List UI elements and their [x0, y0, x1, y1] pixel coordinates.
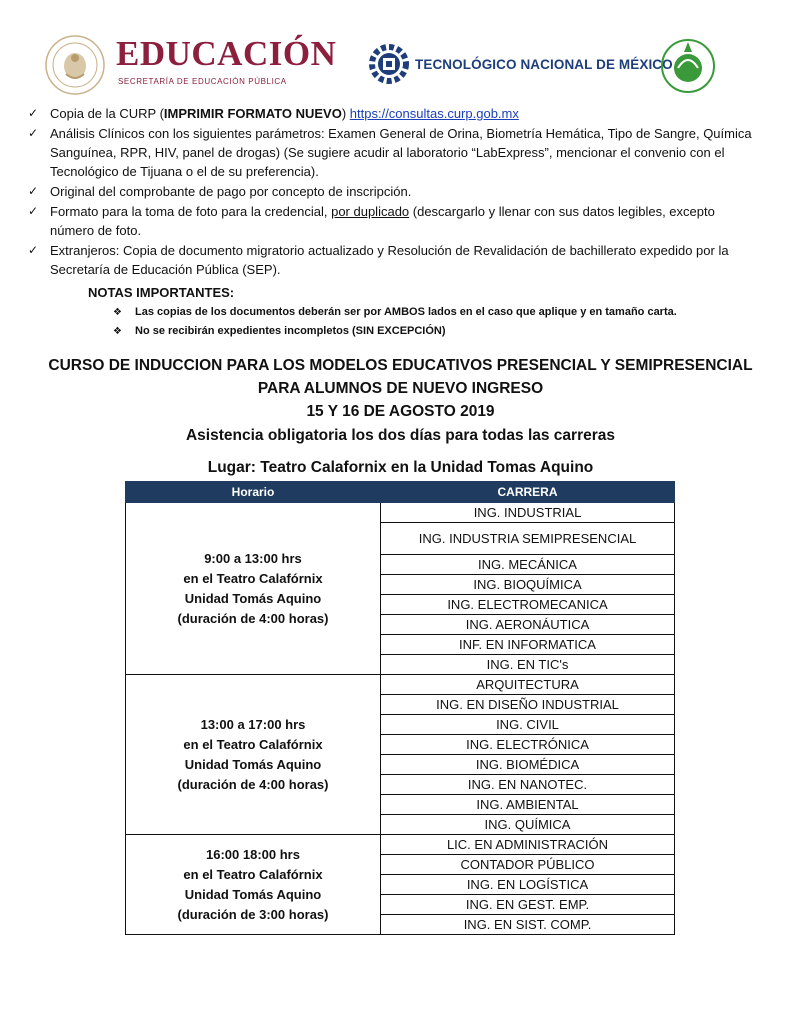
career-cell: ING. EN GEST. EMP. — [381, 895, 675, 915]
requirements-list — [28, 104, 758, 280]
curp-link[interactable]: https://consultas.curp.gob.mx — [349, 106, 519, 121]
list-item: ❖ Las copias de los documentos deberán ser por AMBOS lados en el caso que aplique y en tamaño carta. — [113, 303, 677, 322]
career-cell: ING. EN TIC's — [381, 655, 675, 675]
career-cell: ARQUITECTURA — [381, 675, 675, 695]
tecnm-gear-logo-icon — [369, 37, 409, 91]
notes-title: NOTAS IMPORTANTES: — [88, 285, 235, 300]
page-header — [0, 0, 801, 100]
table-row — [126, 835, 675, 855]
event-audience: PARA ALUMNOS DE NUEVO INGRESO — [257, 380, 544, 397]
table-header-row — [126, 482, 675, 503]
career-cell: ING. ELECTROMECANICA — [381, 595, 675, 615]
checkmark-icon: ✓ — [28, 184, 39, 198]
list-item: ✓ Copia de la CURP (IMPRIMIR FORMATO NUEVO) https://consultas.curp.gob.mx — [28, 106, 519, 121]
tecnm-title: TECNOLÓGICO NACIONAL DE MÉXICO — [415, 57, 673, 72]
list-item: ✓ Análisis Clínicos con los siguientes parámetros: Examen General de Orina, Biometría Hemática, Tipo de Sangre, Química Sanguínea, RPR, HIV, panel de drogas) (Se sugiere acudir al laboratorio “LabExpress”, mencionar el convenio con el Tecnológico de Tijuana o el de su preferencia). — [28, 126, 752, 179]
schedule-time-cell: 9:00 a 13:00 hrs en el Teatro Calafórnix Unidad Tomás Aquino (duración de 4:00 horas) — [126, 503, 381, 675]
career-cell: ING. CIVIL — [381, 715, 675, 735]
itt-tijuana-logo-icon — [660, 38, 716, 94]
education-title: EDUCACIÓN — [116, 34, 337, 73]
career-cell: LIC. EN ADMINISTRACIÓN — [381, 835, 675, 855]
column-header-carrera: CARRERA — [381, 482, 675, 503]
list-item: ✓ Original del comprobante de pago por concepto de inscripción. — [28, 184, 412, 199]
event-date: 15 Y 16 DE AGOSTO 2019 — [306, 403, 495, 420]
list-item: ✓ Formato para la toma de foto para la credencial, por duplicado (descargarlo y llenar con sus datos legibles, excepto número de foto. — [28, 204, 715, 238]
checkmark-icon: ✓ — [28, 243, 39, 257]
column-header-horario: Horario — [126, 482, 381, 503]
career-cell: ING. BIOQUÍMICA — [381, 575, 675, 595]
schedule-time-cell: 13:00 a 17:00 hrs en el Teatro Calafórnix Unidad Tomás Aquino (duración de 4:00 horas) — [126, 675, 381, 835]
notes-list — [113, 303, 677, 341]
checkmark-icon: ✓ — [28, 204, 39, 218]
list-item: ✓ Extranjeros: Copia de documento migratorio actualizado y Resolución de Revalidación de bachillerato expedido por la Secretaría de Educación Pública (SEP). — [28, 243, 729, 277]
career-cell: CONTADOR PÚBLICO — [381, 855, 675, 875]
career-cell: ING. AERONÁUTICA — [381, 615, 675, 635]
mexico-coat-of-arms-icon — [44, 34, 106, 96]
career-cell: ING. EN NANOTEC. — [381, 775, 675, 795]
table-row — [126, 503, 675, 523]
career-cell: ING. BIOMÉDICA — [381, 755, 675, 775]
checkmark-icon: ✓ — [28, 106, 39, 120]
diamond-bullet-icon: ❖ — [113, 326, 122, 337]
career-cell: ING. AMBIENTAL — [381, 795, 675, 815]
career-cell: ING. EN DISEÑO INDUSTRIAL — [381, 695, 675, 715]
career-cell: INF. EN INFORMATICA — [381, 635, 675, 655]
checkmark-icon: ✓ — [28, 126, 39, 140]
event-location: Lugar: Teatro Calafornix en la Unidad Tomas Aquino — [207, 459, 594, 476]
list-item: ❖ No se recibirán expedientes incompletos (SIN EXCEPCIÓN) — [113, 322, 677, 341]
table-row — [126, 675, 675, 695]
diamond-bullet-icon: ❖ — [113, 307, 122, 318]
career-cell: ING. INDUSTRIAL — [381, 503, 675, 523]
schedule-table — [125, 481, 675, 935]
event-attendance: Asistencia obligatoria los dos días para todas las carreras — [185, 427, 615, 444]
career-cell: ING. ELECTRÓNICA — [381, 735, 675, 755]
event-title: CURSO DE INDUCCION PARA LOS MODELOS EDUCATIVOS PRESENCIAL Y SEMIPRESENCIAL — [48, 357, 753, 374]
career-cell: ING. QUÍMICA — [381, 815, 675, 835]
career-cell: ING. MECÁNICA — [381, 555, 675, 575]
career-cell: ING. EN LOGÍSTICA — [381, 875, 675, 895]
schedule-time-cell: 16:00 18:00 hrs en el Teatro Calafórnix Unidad Tomás Aquino (duración de 3:00 horas) — [126, 835, 381, 935]
education-subtitle: SECRETARÍA DE EDUCACIÓN PÚBLICA — [118, 77, 287, 86]
career-cell: ING. EN SIST. COMP. — [381, 915, 675, 935]
career-cell: ING. INDUSTRIA SEMIPRESENCIAL — [381, 523, 675, 555]
